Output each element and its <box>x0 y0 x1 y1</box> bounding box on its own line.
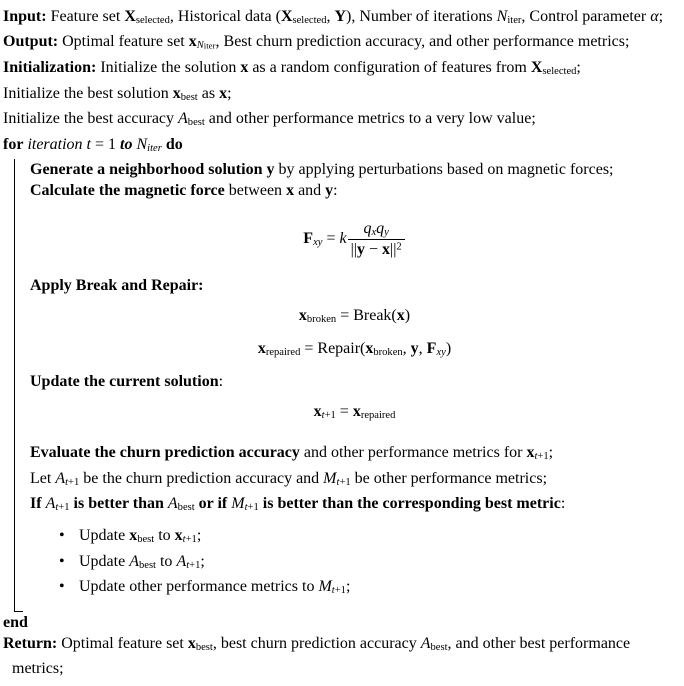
return-line <box>3 633 679 680</box>
text-segment: ; <box>345 578 351 596</box>
text-segment: N <box>496 8 508 25</box>
text-segment: M <box>323 469 337 487</box>
text-segment: k <box>339 230 347 248</box>
apply-break-repair-line <box>30 275 679 297</box>
text-segment: ; <box>200 552 205 570</box>
text-segment: by applying perturbations based on magnetic forces; <box>274 160 614 178</box>
fraction <box>348 219 405 260</box>
text-segment: best <box>138 559 156 571</box>
end-line <box>3 612 679 634</box>
text-segment: Update <box>79 527 130 545</box>
text-segment: x <box>172 84 181 102</box>
text-segment: +1 <box>185 534 197 546</box>
text-segment: is better than <box>69 494 168 512</box>
text-segment: x <box>174 527 183 545</box>
text-segment: Optimal feature set <box>57 635 188 653</box>
text-segment: y <box>356 241 365 258</box>
text-segment: to <box>154 527 175 545</box>
text-segment: xy <box>436 346 446 358</box>
for-loop <box>3 134 679 612</box>
text-segment: A <box>176 552 187 570</box>
initialization-line <box>3 57 679 82</box>
text-segment: Update other performance metrics to <box>79 578 319 596</box>
text-segment: to <box>120 135 133 153</box>
text-segment: ; <box>658 8 664 25</box>
text-segment: x <box>187 635 196 653</box>
text-segment: t <box>534 451 538 463</box>
text-segment: repaired <box>360 409 396 421</box>
update-xbest-bullet <box>59 525 679 550</box>
text-segment: as a random configuration of features from <box>248 59 531 77</box>
text-segment: best <box>177 501 195 513</box>
text-segment: to <box>155 552 177 570</box>
text-segment: x <box>382 241 391 258</box>
algorithm-postamble <box>3 612 679 680</box>
bullet-text <box>79 525 679 550</box>
text-segment: Evaluate the churn prediction accuracy <box>30 444 300 462</box>
let-line <box>30 468 679 493</box>
if-line <box>30 493 679 518</box>
text-segment: F <box>426 339 437 357</box>
input-line <box>3 6 679 31</box>
text-segment: X <box>280 8 293 25</box>
text-segment: ; <box>227 84 232 102</box>
text-segment: = Break( <box>336 306 397 324</box>
bullet-icon: • <box>59 578 65 596</box>
text-segment: x <box>286 182 295 200</box>
text-segment: +1 <box>58 501 70 513</box>
text-segment: +1 <box>247 501 259 513</box>
text-segment: best <box>187 117 205 129</box>
text-segment: Let <box>30 469 56 487</box>
text-segment: x <box>129 527 138 545</box>
text-segment: Generate a neighborhood solution <box>30 160 267 178</box>
text-segment: t <box>182 534 186 546</box>
algorithm-preamble <box>3 6 679 134</box>
generate-line <box>30 159 679 181</box>
text-segment: x <box>188 33 197 51</box>
text-segment: Apply Break and Repair: <box>30 277 204 294</box>
update-abest-bullet <box>59 551 679 576</box>
text-segment: A <box>420 635 431 653</box>
break-equation <box>30 305 679 330</box>
update-equation <box>30 401 679 426</box>
text-segment: = 1 <box>91 135 121 153</box>
text-segment: A <box>129 552 139 570</box>
init-best-accuracy-line <box>3 108 679 133</box>
text-segment: Initialization: <box>3 59 97 77</box>
text-segment: selected <box>292 14 327 26</box>
text-segment: : <box>333 182 338 200</box>
text-segment: F <box>303 230 314 248</box>
text-segment: Y <box>334 8 347 25</box>
text-segment: Calculate the magnetic force <box>30 182 225 200</box>
text-segment: Update <box>79 552 130 570</box>
text-segment: , Best churn prediction accuracy, and other performance metrics; <box>215 33 630 51</box>
text-segment: ) <box>445 339 452 357</box>
text-segment: iter <box>203 40 216 51</box>
text-segment: α <box>650 8 659 25</box>
text-segment: t <box>55 501 59 513</box>
text-segment: Initialize the solution <box>96 59 241 77</box>
text-segment: +1 <box>334 585 346 597</box>
text-segment: between <box>224 182 287 200</box>
repair-equation <box>30 338 679 363</box>
text-segment: X <box>530 59 543 77</box>
text-segment: , <box>326 8 335 25</box>
text-segment: Initialize the best solution <box>3 84 173 102</box>
for-loop-header-slot <box>3 134 679 159</box>
text-segment: , Control parameter <box>521 8 651 25</box>
text-segment: x <box>240 59 249 77</box>
text-segment: = <box>322 230 340 248</box>
text-segment: − <box>364 241 383 258</box>
bullet-icon: • <box>59 527 65 545</box>
text-segment: = <box>335 402 353 420</box>
text-segment: xy <box>313 237 323 249</box>
text-segment: , Historical data ( <box>169 8 281 25</box>
text-segment: t <box>65 476 69 488</box>
text-segment: +1 <box>68 476 80 488</box>
text-segment: +1 <box>537 451 549 463</box>
text-segment: t <box>321 409 325 421</box>
text-segment: be other performance metrics; <box>350 469 548 487</box>
text-segment: ), Number of iterations <box>346 8 497 25</box>
text-segment: ; <box>576 59 581 77</box>
text-segment: N <box>136 135 148 153</box>
text-segment: or if <box>194 494 232 512</box>
bullet-text <box>79 551 679 576</box>
bullet-text <box>79 576 679 601</box>
text-segment: M <box>318 578 332 596</box>
text-segment: 2 <box>396 241 402 253</box>
text-segment: || <box>350 241 357 258</box>
text-segment: best <box>137 534 155 546</box>
text-segment: Output: <box>3 33 59 51</box>
text-segment: , and other best performance metrics; <box>12 635 631 678</box>
text-segment: Initialize the best accuracy <box>3 110 179 128</box>
text-segment: A <box>45 494 56 512</box>
text-segment: A <box>178 110 188 128</box>
text-segment: , <box>402 339 411 357</box>
text-segment: Return: <box>3 635 58 653</box>
fraction-numerator <box>348 219 405 239</box>
bullet-icon: • <box>59 552 65 570</box>
text-segment: ; <box>548 444 554 462</box>
text-segment: and other performance metrics to a very low value; <box>204 110 536 128</box>
output-line <box>3 31 679 57</box>
text-segment: : <box>218 373 224 391</box>
for-loop-header <box>3 134 679 159</box>
text-segment: y <box>410 339 419 357</box>
text-segment: best <box>430 641 448 653</box>
text-segment: selected <box>135 14 170 26</box>
text-segment: = Repair( <box>300 339 366 357</box>
calculate-line <box>30 180 679 202</box>
text-segment: best <box>195 641 213 653</box>
text-segment: x <box>365 339 374 357</box>
text-segment: M <box>231 494 245 512</box>
text-segment: broken <box>306 313 337 325</box>
text-segment: end <box>3 613 28 631</box>
text-segment: x <box>219 84 228 102</box>
text-segment: and other performance metrics for <box>299 444 527 462</box>
text-segment: t <box>186 559 190 571</box>
text-segment: ) <box>404 306 411 324</box>
text-segment: broken <box>373 346 403 358</box>
text-segment: x <box>352 402 361 420</box>
update-solution-line <box>30 371 679 393</box>
text-segment: A <box>55 469 66 487</box>
text-segment: selected <box>542 66 577 78</box>
text-segment: X <box>124 8 136 25</box>
text-segment: q <box>363 219 372 237</box>
text-segment: best <box>180 91 198 103</box>
text-segment: iter <box>147 142 162 154</box>
text-segment: y <box>384 226 389 238</box>
text-segment: y <box>325 182 334 200</box>
text-segment: do <box>165 135 183 153</box>
text-segment: q <box>376 219 385 237</box>
text-segment: Input: <box>3 8 47 25</box>
text-segment: as <box>197 84 220 102</box>
text-segment: Update the current solution <box>30 373 219 391</box>
text-segment: N <box>196 40 204 52</box>
text-segment: y <box>266 160 275 178</box>
text-segment: t <box>336 476 340 488</box>
magnetic-force-equation <box>30 219 679 260</box>
text-segment: ; <box>196 527 202 545</box>
text-segment: repaired <box>265 346 301 358</box>
text-segment: || <box>390 241 397 258</box>
text-segment: +1 <box>339 476 351 488</box>
text-segment: t <box>244 501 248 513</box>
text-segment: , best churn prediction accuracy <box>212 635 421 653</box>
text-segment: iter <box>507 14 522 26</box>
text-segment: +1 <box>324 409 336 421</box>
text-segment: +1 <box>189 559 201 571</box>
fraction-denominator <box>348 239 405 260</box>
text-segment: Optimal feature set <box>58 33 189 51</box>
text-segment: x <box>298 306 307 324</box>
text-segment: x <box>371 226 377 238</box>
text-segment: x <box>396 306 405 324</box>
text-segment: is better than the corresponding best metric <box>258 494 561 512</box>
text-segment: x <box>313 402 322 420</box>
text-segment: t <box>331 585 335 597</box>
text-segment: for <box>3 135 24 153</box>
text-segment: be the churn prediction accuracy and <box>79 469 324 487</box>
text-segment: iteration t <box>27 135 91 153</box>
text-segment: A <box>167 494 178 512</box>
text-segment: and <box>294 182 326 200</box>
text-segment: x <box>526 444 535 462</box>
for-loop-body <box>14 159 679 612</box>
text-segment: , <box>418 339 427 357</box>
init-best-solution-line <box>3 83 679 108</box>
evaluate-line <box>30 442 679 467</box>
text-segment: Feature set <box>46 8 125 25</box>
update-metrics-bullet <box>59 576 679 601</box>
text-segment: If <box>30 494 46 512</box>
text-segment: : <box>560 494 566 512</box>
text-segment: x <box>257 339 266 357</box>
